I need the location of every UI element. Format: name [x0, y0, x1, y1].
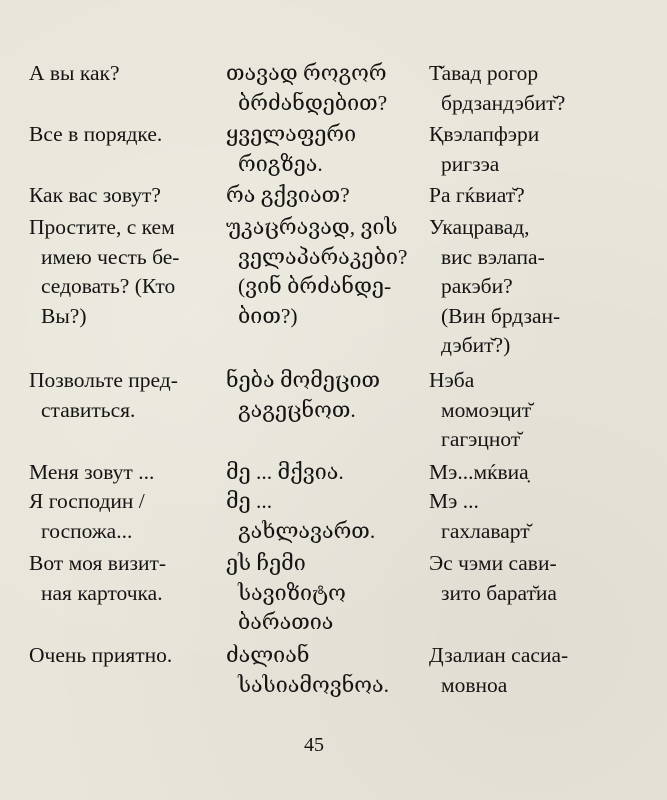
transcription-phrase-line: Мэ...мќвиа̣ [429, 460, 529, 484]
georgian-phrase [226, 458, 344, 488]
russian-phrase-line: седовать? (Кто [41, 274, 176, 298]
transcription-phrase-line: ракэби? [441, 274, 513, 298]
transcription-phrase-line: зито барат̆иа [441, 580, 557, 605]
russian-phrase-line: Я господин / [29, 489, 145, 513]
transcription-phrase-line: момоэцит̆ [441, 397, 532, 422]
transcription-phrase [429, 458, 529, 488]
georgian-phrase-line: რა გქვიათ? [226, 183, 350, 207]
russian-phrase-line: Простите, с кем [29, 215, 175, 239]
russian-phrase [29, 213, 179, 331]
georgian-phrase [226, 59, 387, 118]
georgian-phrase-line: გაგეცნოთ. [238, 397, 356, 422]
russian-phrase-line: имею честь бе- [41, 244, 180, 269]
georgian-phrase-line: ყველაფერი [226, 122, 357, 146]
georgian-phrase-line: ბით?) [238, 303, 298, 328]
georgian-phrase-line: ნება მომეცით [226, 368, 380, 392]
transcription-phrase-line: Қвэлапфэри [429, 122, 540, 146]
transcription-phrase-line: Эс чэми сави- [429, 551, 557, 575]
transcription-phrase-line: гагэцнот̆ [441, 427, 521, 451]
transcription-phrase-line: гахлаварт̆ [441, 518, 530, 543]
transcription-phrase-line: дэбит̆?) [441, 333, 511, 357]
transcription-phrase [429, 213, 560, 361]
georgian-phrase-line: ბრძანდებით? [238, 90, 388, 115]
russian-phrase-line: Очень приятно. [29, 643, 173, 667]
page-number: 45 [304, 734, 324, 756]
georgian-phrase-line: სავიზიტო [238, 580, 346, 605]
georgian-phrase [226, 120, 356, 179]
transcription-phrase-line: мовноа [441, 672, 508, 697]
russian-phrase [29, 641, 172, 671]
georgian-phrase [226, 366, 380, 425]
georgian-phrase-line: რიგზეა. [238, 151, 323, 176]
georgian-phrase [226, 641, 389, 700]
transcription-phrase-line: Дзалиан сасиа- [429, 643, 569, 667]
transcription-phrase-line: Ра гќвиат̆? [429, 183, 525, 207]
russian-phrase-line: Вот моя визит- [29, 551, 166, 575]
russian-phrase [29, 59, 120, 89]
transcription-phrase [429, 366, 531, 455]
transcription-phrase-line: вис вэлапа- [441, 244, 545, 269]
russian-phrase [29, 366, 178, 425]
russian-phrase-line: ная карточка. [41, 580, 163, 605]
transcription-phrase [429, 641, 568, 700]
russian-phrase-line: Все в порядке. [29, 122, 163, 146]
transcription-phrase-line: Мэ ... [429, 489, 479, 513]
georgian-phrase-line: (ვინ ბრძანდე- [238, 274, 392, 298]
russian-phrase [29, 181, 161, 211]
transcription-phrase [429, 549, 557, 608]
georgian-phrase-line: ველაპარაკები? [238, 244, 408, 269]
georgian-phrase [226, 181, 350, 211]
georgian-phrase-line: მე ... [226, 489, 273, 513]
georgian-phrase-line: მე ... მქვია. [226, 460, 344, 484]
georgian-phrase-line: ეს ჩემი [226, 551, 306, 575]
transcription-phrase-line: Т̆авад рогор [429, 61, 539, 85]
georgian-phrase-line: უკაცრავად, ვის [226, 215, 398, 239]
transcription-phrase [429, 59, 565, 118]
russian-phrase-line: Как вас зовут? [29, 183, 161, 207]
georgian-phrase-line: გახლავართ. [238, 518, 376, 543]
russian-phrase [29, 487, 145, 546]
georgian-phrase-line: სასიამოვნოა. [238, 672, 390, 697]
transcription-phrase [429, 120, 539, 179]
georgian-phrase [226, 213, 407, 331]
georgian-phrase-line: ბარათია [238, 610, 334, 634]
russian-phrase-line: А вы как? [29, 61, 120, 85]
russian-phrase-line: Вы?) [41, 303, 87, 328]
russian-phrase-line: Позвольте пред- [29, 368, 178, 392]
georgian-phrase-line: თავად როგორ [226, 61, 387, 85]
transcription-phrase-line: брдзандэбит̆? [441, 90, 566, 115]
russian-phrase [29, 120, 162, 150]
russian-phrase [29, 549, 166, 608]
georgian-phrase [226, 487, 375, 546]
transcription-phrase-line: Укацравад, [429, 215, 530, 239]
russian-phrase-line: госпожа... [41, 518, 133, 543]
transcription-phrase-line: Нэба [429, 368, 475, 392]
russian-phrase [29, 458, 154, 488]
georgian-phrase-line: ძალიან [226, 643, 310, 667]
transcription-phrase [429, 181, 525, 211]
transcription-phrase [429, 487, 530, 546]
russian-phrase-line: Меня зовут ... [29, 460, 155, 484]
transcription-phrase-line: (Вин брдзан- [441, 303, 561, 328]
georgian-phrase [226, 549, 346, 638]
transcription-phrase-line: ригзэа [441, 151, 500, 176]
russian-phrase-line: ставиться. [41, 397, 136, 422]
